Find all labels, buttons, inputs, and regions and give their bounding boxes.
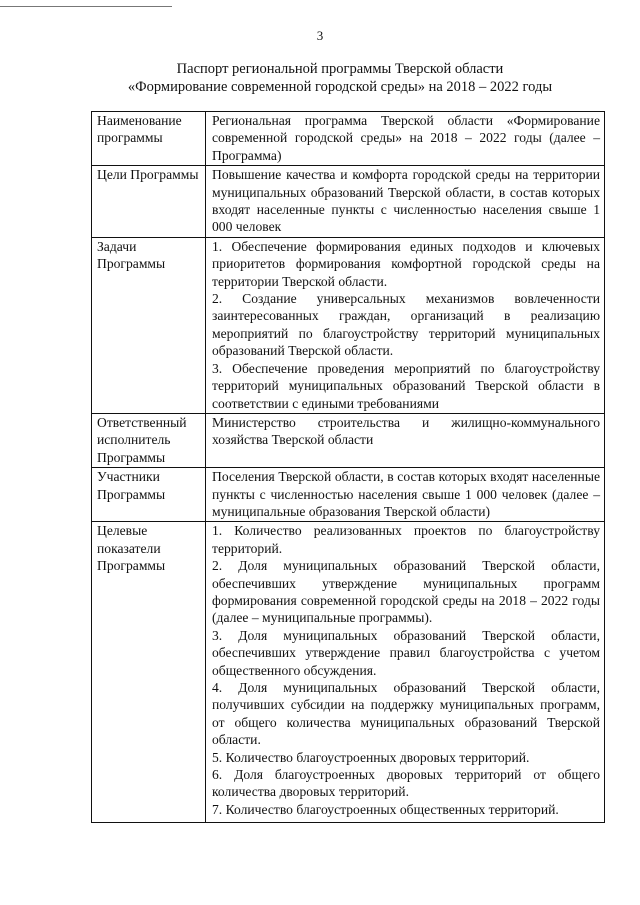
row-label: Цели Программы <box>92 166 206 238</box>
row-value <box>206 237 605 413</box>
top-edge-mark <box>0 6 172 7</box>
row-paragraph: 7. Количество благоустроенных общественных территорий. <box>212 801 559 817</box>
row-paragraph: 3. Доля муниципальных образований Тверской области, обеспечивших утверждение правил благоустройства с учетом общественного обсуждения. <box>212 627 600 678</box>
row-label: Задачи Программы <box>92 237 206 413</box>
row-label: Ответственный исполнитель Программы <box>92 413 206 467</box>
row-paragraph: 1. Количество реализованных проектов по благоустройству территорий. <box>212 523 600 556</box>
title-line-1: Паспорт региональной программы Тверской области <box>176 61 504 77</box>
table-row <box>92 112 605 166</box>
table-row <box>92 522 605 823</box>
row-paragraph: 3. Обеспечение проведения мероприятий по благоустройству территорий муниципальных образований Тверской области в соответствии с едиными требованиями <box>212 360 600 411</box>
row-value <box>206 413 605 467</box>
row-paragraph: Региональная программа Тверской области «Формирование современной городской среды» на 2018 – 2022 годы (далее – Программа) <box>212 113 600 163</box>
row-value <box>206 112 605 166</box>
row-label: Участники Программы <box>92 468 206 522</box>
row-value <box>206 468 605 522</box>
table-row <box>92 166 605 238</box>
row-value <box>206 166 605 238</box>
row-label: Целевые показатели Программы <box>92 522 206 823</box>
row-paragraph: 4. Доля муниципальных образований Тверской области, получивших субсидии на поддержку муниципальных программ, от общего количества муниципальных образований Тверской области. <box>212 680 600 748</box>
row-paragraph: Поселения Тверской области, в состав которых входят населенные пункты с численностью населения свыше 1 000 человек (далее – муниципальные образования Тверской области) <box>212 469 600 519</box>
table-row <box>92 237 605 413</box>
title-line-2: «Формирование современной городской среды» на 2018 – 2022 годы <box>127 79 553 95</box>
table-row <box>92 413 605 467</box>
row-paragraph: 5. Количество благоустроенных дворовых территорий. <box>212 749 530 765</box>
row-paragraph: Министерство строительства и жилищно-коммунального хозяйства Тверской области <box>212 414 600 448</box>
row-paragraph: 1. Обеспечение формирования единых подходов и ключевых приоритетов формирования комфортной городской среды на территории Тверской области. <box>212 238 600 289</box>
table-row <box>92 468 605 522</box>
row-paragraph: 6. Доля благоустроенных дворовых территорий от общего количества дворовых территорий. <box>212 767 600 800</box>
document-title <box>60 60 620 96</box>
row-paragraph: Повышение качества и комфорта городской среды на территории муниципальных образований Тверской области, в состав которых входят населенные пункты с численностью населения свыше 1 000 человек <box>212 167 600 235</box>
passport-table <box>91 111 605 823</box>
row-paragraph: 2. Создание универсальных механизмов вовлеченности заинтересованных граждан, организаций в реализацию мероприятий по благоустройству территорий муниципальных образований Тверской области. <box>212 291 600 359</box>
row-value <box>206 522 605 823</box>
row-label: Наименование программы <box>92 112 206 166</box>
page-number: 3 <box>316 28 324 43</box>
row-paragraph: 2. Доля муниципальных образований Тверской области, обеспечивших утверждение муниципальных программ формирования современной городской среды на 2018 – 2022 годы (далее – муниципальные программы). <box>212 558 600 626</box>
